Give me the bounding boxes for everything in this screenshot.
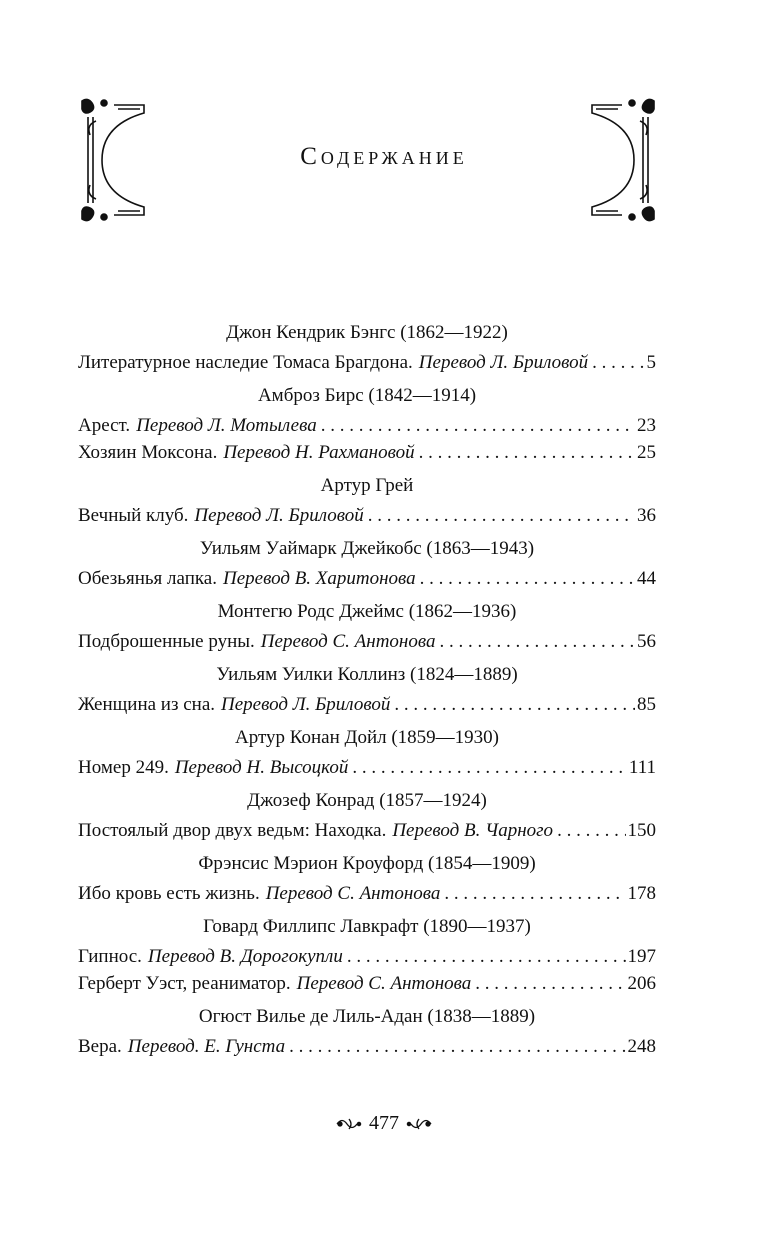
toc-entry-title: Вечный клуб.	[78, 505, 189, 526]
toc-entry-page: 178	[627, 883, 656, 904]
toc-author: Артур Конан Дойл (1859—1930)	[234, 727, 500, 748]
dot-leader	[352, 754, 627, 781]
toc-entry-translator: Перевод Л. Бриловой	[194, 505, 364, 526]
toc-entry-title: Вера.	[78, 1036, 122, 1057]
toc-entry-translator: Перевод Л. Бриловой	[221, 694, 391, 715]
toc-entry-title: Ибо кровь есть жизнь.	[78, 883, 260, 904]
toc-entry[interactable]	[78, 943, 656, 970]
toc-author: Говард Филлипс Лавкрафт (1890—1937)	[203, 916, 531, 937]
toc-entry[interactable]	[78, 1033, 656, 1060]
toc-entry[interactable]	[78, 691, 656, 718]
toc-entry-title: Подброшенные руны.	[78, 631, 255, 652]
toc-entry-translator: Перевод Н. Рахмановой	[223, 442, 415, 463]
toc-author: Артур Грей	[320, 475, 414, 496]
dot-leader	[321, 412, 635, 439]
toc-entry-page: 56	[637, 631, 656, 652]
toc-entry-page: 5	[646, 352, 656, 373]
page-footer	[0, 1112, 768, 1135]
dot-leader	[394, 691, 635, 718]
toc-entry-page: 44	[637, 568, 656, 589]
toc-author: Джозеф Конрад (1857—1924)	[247, 790, 487, 811]
toc-entry-page: 150	[627, 820, 656, 841]
toc-entry[interactable]	[78, 349, 656, 376]
toc-entry-translator: Перевод В. Дорогокупли	[147, 946, 343, 967]
toc-entry-title: Гипнос.	[78, 946, 142, 967]
toc-author: Амброз Бирс (1842—1914)	[257, 385, 477, 406]
toc-entry-page: 36	[637, 505, 656, 526]
flourish-left-icon	[335, 1116, 363, 1132]
toc-entry-page: 206	[627, 973, 656, 994]
dot-leader	[347, 943, 626, 970]
toc-entry[interactable]	[78, 817, 656, 844]
dot-leader	[475, 970, 625, 997]
dot-leader	[439, 628, 635, 655]
toc-entry[interactable]	[78, 502, 656, 529]
dot-leader	[444, 880, 625, 907]
toc-entry[interactable]	[78, 412, 656, 439]
toc-entry-title: Номер 249.	[78, 757, 169, 778]
toc-entry-title: Арест.	[78, 415, 131, 436]
toc-entry-translator: Перевод С. Антонова	[265, 883, 441, 904]
toc-entry-page: 85	[637, 694, 656, 715]
dot-leader	[420, 565, 635, 592]
toc-entry-translator: Перевод С. Антонова	[260, 631, 436, 652]
dot-leader	[419, 439, 635, 466]
toc-entry-page: 25	[637, 442, 656, 463]
dot-leader	[289, 1033, 625, 1060]
toc-entry-translator: Перевод Н. Высоцкой	[174, 757, 349, 778]
dot-leader	[592, 349, 644, 376]
page-number: 477	[369, 1112, 399, 1134]
toc-entry-page: 197	[627, 946, 656, 967]
toc-entry[interactable]	[78, 628, 656, 655]
toc-entry-page: 248	[627, 1036, 656, 1057]
toc-entry-title: Хозяин Моксона.	[78, 442, 218, 463]
toc-entry-title: Герберт Уэст, реаниматор.	[78, 973, 291, 994]
toc-entry[interactable]	[78, 970, 656, 997]
toc-entry-page: 111	[628, 757, 656, 778]
toc-entry-translator: Перевод. Е. Гунста	[127, 1036, 286, 1057]
table-of-contents	[78, 317, 656, 1060]
dot-leader	[368, 502, 635, 529]
toc-entry-title: Литературное наследие Томаса Брагдона.	[78, 352, 413, 373]
toc-entry-translator: Перевод В. Харитонова	[223, 568, 416, 589]
toc-author: Фрэнсис Мэрион Кроуфорд (1854—1909)	[198, 853, 536, 874]
toc-entry-translator: Перевод С. Антонова	[296, 973, 472, 994]
toc-author: Уильям Уилки Коллинз (1824—1889)	[216, 664, 518, 685]
toc-entry-translator: Перевод Л. Бриловой	[418, 352, 589, 373]
toc-author: Огюст Вилье де Лиль-Адан (1838—1889)	[198, 1006, 536, 1027]
toc-entry[interactable]	[78, 754, 656, 781]
dot-leader	[557, 817, 625, 844]
toc-entry-title: Постоялый двор двух ведьм: Находка.	[78, 820, 387, 841]
toc-entry-title: Обезьянья лапка.	[78, 568, 217, 589]
toc-entry[interactable]	[78, 565, 656, 592]
toc-author: Уильям Уаймарк Джейкобс (1863—1943)	[199, 538, 535, 559]
toc-entry-page: 23	[637, 415, 656, 436]
toc-author: Джон Кендрик Бэнгс (1862—1922)	[226, 322, 508, 343]
flourish-right-icon	[405, 1116, 433, 1132]
toc-author: Монтегю Родс Джеймс (1862—1936)	[217, 601, 517, 622]
toc-entry-translator: Перевод В. Чарного	[392, 820, 554, 841]
toc-entry[interactable]	[78, 880, 656, 907]
toc-entry-translator: Перевод Л. Мотылева	[136, 415, 317, 436]
toc-entry[interactable]	[78, 439, 656, 466]
page-title: Содержание	[300, 143, 468, 170]
toc-entry-title: Женщина из сна.	[78, 694, 216, 715]
